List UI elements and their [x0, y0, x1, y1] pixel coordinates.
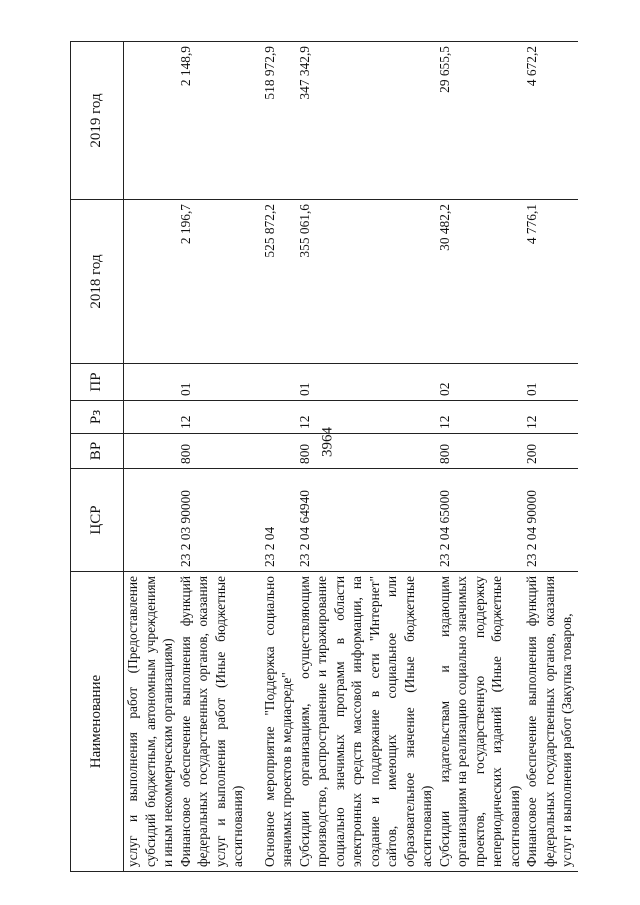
row-vr: 800 — [436, 434, 524, 469]
row-csr: 23 2 04 — [247, 469, 296, 572]
row-csr: 23 2 03 90000 — [177, 469, 247, 572]
row-2019: 29 655,5 — [436, 42, 524, 200]
row-vr: 800 — [177, 434, 247, 469]
header-2019: 2019 год — [71, 42, 124, 200]
table-row — [177, 42, 247, 872]
row-vr: 800 — [296, 434, 436, 469]
row-name: услуг и выполнения работ (Предоставление субсидий бюджетным, автономным учреждениям и иным некоммерческим организациям) — [124, 572, 177, 872]
page-number: 3964 — [319, 427, 336, 457]
row-name: Основное мероприятие "Поддержка социально значимых проектов в медиасреде" — [247, 572, 296, 872]
row-pr: 01 — [296, 364, 436, 401]
header-csr: ЦСР — [71, 469, 124, 572]
header-2018: 2018 год — [71, 200, 124, 364]
row-name: Финансовое обеспечение выполнения функций федеральных государственных органов, оказания услуг и выполнения работ (Иные бюджетные ассигнования) — [177, 572, 247, 872]
header-pr: ПР — [71, 364, 124, 401]
table-header-row — [71, 42, 124, 872]
row-pr — [124, 364, 177, 401]
row-2018: 525 872,2 — [247, 200, 296, 364]
row-rz: 12 — [296, 401, 436, 434]
header-rz: Рз — [71, 401, 124, 434]
row-vr — [247, 434, 296, 469]
row-2018: 30 482,2 — [436, 200, 524, 364]
row-2018: 355 061,6 — [296, 200, 436, 364]
row-2019: 347 342,9 — [296, 42, 436, 200]
row-rz: 12 — [177, 401, 247, 434]
row-2018 — [124, 200, 177, 364]
table-row — [296, 42, 436, 872]
row-rz: 12 — [436, 401, 524, 434]
row-pr — [247, 364, 296, 401]
row-pr: 02 — [436, 364, 524, 401]
row-vr: 200 — [523, 434, 578, 469]
row-name: Субсидии издательствам и издающим организациям на реализацию социально значимых проектов, государственную поддержку непериодических изданий (Иные бюджетные ассигнования) — [436, 572, 524, 872]
row-name: Финансовое обеспечение выполнения функций федеральных государственных органов, оказания услуг и выполнения работ (Закупка товаров, — [523, 572, 578, 872]
row-rz — [124, 401, 177, 434]
budget-table — [70, 41, 578, 872]
row-2018: 2 196,7 — [177, 200, 247, 364]
header-vr: ВР — [71, 434, 124, 469]
table-row — [124, 42, 177, 872]
row-csr: 23 2 04 65000 — [436, 469, 524, 572]
row-csr — [124, 469, 177, 572]
row-pr: 01 — [177, 364, 247, 401]
table-row — [247, 42, 296, 872]
row-rz: 12 — [523, 401, 578, 434]
row-csr: 23 2 04 90000 — [523, 469, 578, 572]
row-2019 — [124, 42, 177, 200]
table-row — [436, 42, 524, 872]
row-csr: 23 2 04 64940 — [296, 469, 436, 572]
row-rz — [247, 401, 296, 434]
row-pr: 01 — [523, 364, 578, 401]
table-row — [523, 42, 578, 872]
row-vr — [124, 434, 177, 469]
header-name: Наименование — [71, 572, 124, 872]
row-2019: 4 672,2 — [523, 42, 578, 200]
row-name: Субсидии организациям, осуществляющим производство, распространение и тиражирование социально значимых программ в области электронных средств массовой информации, на создание и поддержание в сети "Интернет" сайтов, имеющих социальное или образовательное значение (Иные бюджетные ассигнования) — [296, 572, 436, 872]
row-2018: 4 776,1 — [523, 200, 578, 364]
row-2019: 518 972,9 — [247, 42, 296, 200]
rotated-page — [70, 42, 575, 872]
row-2019: 2 148,9 — [177, 42, 247, 200]
